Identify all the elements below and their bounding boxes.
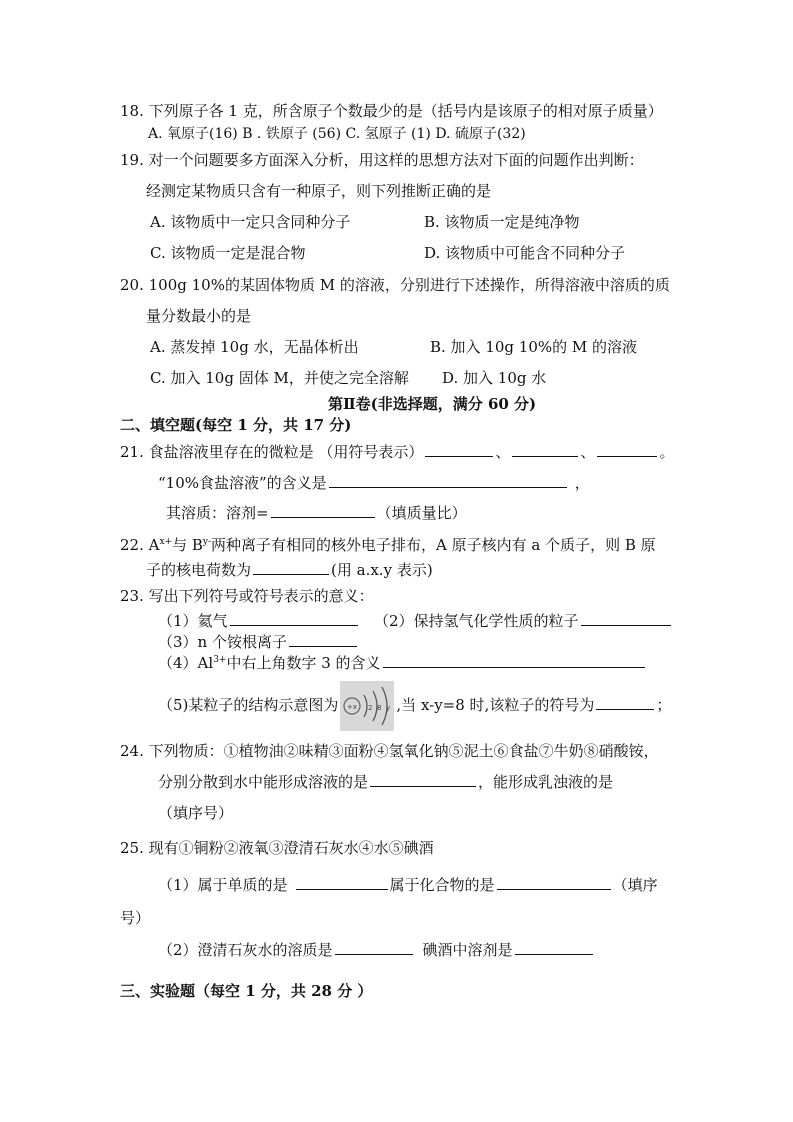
q23-item4-sup: 3+ [213, 655, 227, 665]
q23-blank-2[interactable] [581, 611, 671, 626]
q25-blank-4[interactable] [515, 940, 593, 955]
q19-option-a: A. 该物质中一定只含同种分子 [150, 213, 351, 231]
q25-line2 [158, 875, 658, 895]
q19-stem: 19. 对一个问题要多方面深入分析，用这样的思想方法对下面的问题作出判断： [120, 151, 644, 169]
q18-options: A. 氧原子(16) B . 铁原子 (56) C. 氢原子 (1) D. 硫原子(32) [148, 126, 526, 142]
q21-blank-2[interactable] [512, 442, 578, 457]
q25-fill-label: （填序 [612, 876, 658, 894]
q23-item2 [374, 611, 673, 631]
q18-stem: 18. 下列原子各 1 克，所含原子个数最少的是（括号内是该原子的相对原子质量） [120, 102, 663, 120]
q22-end: (用 a.x.y 表示) [331, 561, 433, 579]
q25-line4 [158, 940, 595, 960]
svg-text:8: 8 [377, 704, 382, 712]
q25-solute-label: （2）澄清石灰水的溶质是 [158, 941, 333, 959]
q20-option-a: A. 蒸发掉 10g 水，无晶体析出 [150, 338, 359, 356]
q21-blank-1[interactable] [425, 442, 493, 457]
q23-item5-end: ； [656, 696, 672, 714]
particle-structure-diagram [340, 681, 394, 731]
q21-l2-end: ， [574, 474, 590, 492]
q22-blank[interactable] [253, 560, 329, 575]
q23-item5-label-b: ,当 x-y=8 时,该粒子的符号为 [396, 696, 595, 714]
q23-item4-label-a: （4）Al [158, 654, 214, 672]
q23-item2-label: （2）保持氢气化学性质的粒子 [374, 612, 579, 630]
q23-item1 [158, 611, 360, 631]
q25-blank-2[interactable] [497, 875, 611, 890]
q19-option-d: D. 该物质中可能含不同种分子 [424, 244, 626, 262]
q23-item1-label: （1）氦气 [158, 612, 228, 630]
q22-prompt: 子的核电荷数为 [146, 561, 252, 579]
svg-text:y: y [386, 704, 391, 712]
q23-item5 [158, 674, 671, 736]
q22-part3: 两种离子有相同的核外电子排布，A 原子核内有 a 个质子，则 B 原 [211, 536, 656, 554]
q24-solution-label: 分别分散到水中能形成溶液的是 [158, 773, 369, 791]
atom-structure-icon [340, 681, 394, 731]
section3-heading: 三、实验题（每空 1 分，共 28 分 ） [120, 982, 373, 1000]
q25-blank-1[interactable] [296, 875, 388, 890]
q21-line3 [166, 503, 467, 523]
q19-option-b: B. 该物质一定是纯净物 [424, 213, 580, 231]
q21-sep1: 、 [495, 443, 511, 461]
q22-part1: 22. A [120, 536, 160, 554]
q22-line1 [120, 535, 656, 555]
section2-heading: 二、填空题(每空 1 分，共 17 分) [120, 416, 352, 434]
q20-option-c: C. 加入 10g 固体 M，并使之完全溶解 [150, 369, 409, 387]
part2-title: 第Ⅱ卷(非选择题，满分 60 分) [328, 395, 537, 413]
q20-option-d: D. 加入 10g 水 [442, 369, 547, 387]
q19-option-c: C. 该物质一定是混合物 [150, 244, 306, 262]
q23-blank-1[interactable] [230, 611, 358, 626]
q20-option-b: B. 加入 10g 10%的 M 的溶液 [430, 338, 638, 356]
q23-item5-label-a: （5)某粒子的结构示意图为 [158, 696, 339, 714]
q21-blank-5[interactable] [271, 503, 375, 518]
q22-line2 [146, 560, 433, 580]
q23-blank-3[interactable] [289, 632, 357, 647]
q21-line2 [158, 473, 590, 493]
q21-prompt: 21. 食盐溶液里存在的微粒是 （用符号表示） [120, 443, 424, 461]
q24-line1: 24. 下列物质：①植物油②味精③面粉④氢氧化钠⑤泥土⑥食盐⑦牛奶⑧硝酸铵， [120, 742, 659, 760]
q21-line1 [120, 442, 674, 462]
q25-element-label: （1）属于单质的是 [158, 876, 288, 894]
q25-line1: 25. 现有①铜粉②液氧③澄清石灰水④水⑤碘酒 [120, 839, 434, 857]
q21-blank-4[interactable] [329, 473, 567, 488]
q20-stem2: 量分数最小的是 [146, 307, 252, 325]
q21-meaning-label: “10%食盐溶液”的含义是 [158, 474, 327, 492]
q23-item4-label-b: 中右上角数字 3 的含义 [226, 654, 381, 672]
q20-stem: 20. 100g 10%的某固体物质 M 的溶液，分别进行下述操作，所得溶液中溶质的质 [120, 276, 670, 294]
q25-compound-label: 属于化合物的是 [389, 876, 495, 894]
q21-end: 。 [659, 443, 675, 461]
q21-ratio-label: 其溶质：溶剂= [166, 504, 269, 522]
q19-stem2: 经测定某物质只含有一种原子，则下列推断正确的是 [146, 182, 492, 200]
q21-l3-end: （填质量比） [376, 504, 467, 522]
q25-solvent-label: 碘酒中溶剂是 [422, 941, 513, 959]
q22-part2: 与 B [172, 536, 203, 554]
q23-item3 [158, 632, 359, 652]
svg-text:2: 2 [368, 704, 373, 712]
q24-line3: （填序号） [158, 804, 234, 822]
diagram-nucleus-label: +x [347, 703, 358, 711]
q24-blank-1[interactable] [370, 772, 476, 787]
q25-line3: 号） [120, 909, 151, 927]
q23-item4 [158, 653, 647, 673]
q24-emulsion-label: ，能形成乳浊液的是 [478, 773, 614, 791]
q22-sup-x: x+ [159, 537, 173, 547]
q21-sep2: 、 [580, 443, 596, 461]
q25-blank-3[interactable] [335, 940, 413, 955]
q24-line2 [158, 772, 613, 792]
q22-sup-y: y- [202, 537, 212, 547]
q23-blank-4[interactable] [383, 653, 645, 668]
q23-item3-label: （3）n 个铵根离子 [158, 633, 287, 651]
q21-blank-3[interactable] [597, 442, 657, 457]
q23-blank-5[interactable] [596, 695, 654, 710]
q23-stem: 23. 写出下列符号或符号表示的意义： [120, 587, 374, 605]
